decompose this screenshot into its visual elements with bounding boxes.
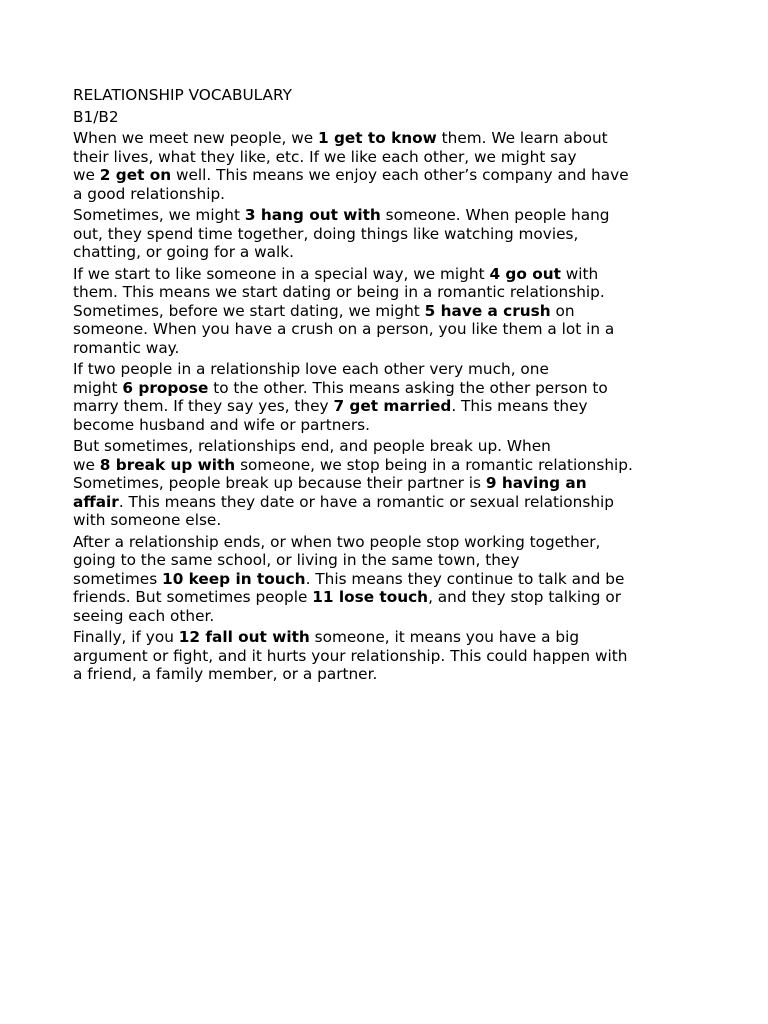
text-line — [73, 283, 688, 302]
text-line — [73, 588, 688, 607]
vocabulary-term: 4 go out — [489, 264, 561, 283]
body-text-run: someone, we stop being in a romantic relationship. — [235, 455, 633, 474]
paragraph — [73, 129, 688, 203]
text-line — [73, 456, 688, 475]
text-line — [73, 628, 688, 647]
vocabulary-term: 6 propose — [122, 378, 209, 397]
body-text-run: After a relationship ends, or when two people stop working together, — [73, 532, 601, 551]
vocabulary-term: 7 get married — [333, 397, 452, 415]
text-line — [73, 416, 688, 435]
vocabulary-term: 11 lose touch — [312, 588, 429, 606]
body-text-run: If two people in a relationship love each other very much, one — [73, 360, 549, 378]
text-line — [73, 511, 688, 530]
text-line — [73, 397, 688, 416]
body-text-run: become husband and wife or partners. — [73, 415, 370, 434]
document-body — [73, 129, 688, 684]
vocabulary-term: 3 hang out with — [244, 206, 381, 224]
body-text-run: out, they spend time together, doing things like watching movies, — [73, 224, 579, 243]
body-text-run: someone, it means you have a big — [309, 628, 580, 646]
document-title: RELATIONSHIP VOCABULARY — [73, 86, 292, 104]
paragraph — [73, 628, 688, 684]
text-line — [73, 551, 688, 570]
text-line — [73, 243, 688, 262]
paragraph — [73, 265, 688, 358]
vocabulary-term: 2 get on — [99, 166, 172, 184]
text-line — [73, 265, 688, 284]
level-label: B1/B2 — [73, 107, 119, 126]
body-text-run: seeing each other. — [73, 606, 215, 625]
text-line — [73, 474, 688, 493]
body-text-run: , and they stop talking or — [428, 588, 622, 606]
text-line — [73, 533, 688, 552]
body-text-run: their lives, what they like, etc. If we like each other, we might say — [73, 147, 577, 166]
body-text-run: someone. When you have a crush on a person, you like them a lot in a — [73, 320, 615, 338]
body-text-run: going to the same school, or living in the same town, they — [73, 551, 520, 569]
text-line — [73, 339, 688, 358]
text-line — [73, 665, 688, 684]
text-line — [73, 647, 688, 666]
body-text-run: a good relationship. — [73, 184, 226, 203]
body-text-run: If we start to like someone in a special way, we might — [73, 264, 490, 283]
text-line — [73, 302, 688, 321]
text-line — [73, 320, 688, 339]
body-text-run: argument or fight, and it hurts your relationship. This could happen with — [73, 646, 628, 665]
vocabulary-term: 5 have a crush — [424, 301, 551, 320]
vocabulary-term: 8 break up with — [99, 455, 236, 474]
text-line — [73, 437, 688, 456]
paragraph — [73, 437, 688, 530]
text-line — [73, 185, 688, 204]
body-text-run: Finally, if you — [73, 628, 179, 646]
vocabulary-term: 9 having an — [485, 474, 587, 492]
body-text-run: Sometimes, people break up because their partner is — [73, 474, 486, 492]
text-line — [73, 570, 688, 589]
body-text-run: on — [550, 301, 575, 320]
text-line — [73, 379, 688, 398]
text-line — [73, 206, 688, 225]
body-text-run: sometimes — [73, 569, 163, 588]
body-text-run: When we meet new people, we — [73, 129, 318, 147]
vocabulary-term: affair — [73, 492, 119, 511]
body-text-run: might — [73, 378, 123, 397]
body-text-run: to the other. This means asking the other person to — [208, 378, 608, 397]
body-text-run: with — [560, 264, 599, 283]
body-text-run: them. We learn about — [436, 129, 608, 147]
text-line — [73, 607, 688, 626]
body-text-run: But sometimes, relationships end, and people break up. When — [73, 437, 551, 455]
vocabulary-term: 12 fall out with — [178, 628, 310, 646]
body-text-run: someone. When people hang — [380, 206, 610, 224]
body-text-run: Sometimes, we might — [73, 206, 245, 224]
body-text-run: well. This means we enjoy each other’s company and have — [171, 166, 629, 184]
body-text-run: . This means they date or have a romantic or sexual relationship — [118, 492, 614, 511]
body-text-run: chatting, or going for a walk. — [73, 243, 294, 261]
paragraph — [73, 360, 688, 434]
body-text-run: romantic way. — [73, 338, 180, 357]
body-text-run: we — [73, 166, 100, 184]
vocabulary-term: 10 keep in touch — [162, 569, 306, 588]
body-text-run: Sometimes, before we start dating, we might — [73, 301, 425, 320]
text-line — [73, 360, 688, 379]
body-text-run: a friend, a family member, or a partner. — [73, 665, 378, 683]
body-text-run: we — [73, 455, 100, 474]
text-line — [73, 129, 688, 148]
body-text-run: them. This means we start dating or being in a romantic relationship. — [73, 283, 605, 301]
text-line — [73, 493, 688, 512]
text-line — [73, 148, 688, 167]
paragraph — [73, 533, 688, 626]
body-text-run: with someone else. — [73, 511, 222, 529]
vocabulary-term: 1 get to know — [318, 129, 437, 147]
body-text-run: marry them. If they say yes, they — [73, 397, 334, 415]
body-text-run: . This means they — [451, 397, 588, 415]
text-line — [73, 225, 688, 244]
paragraph — [73, 206, 688, 262]
text-line — [73, 166, 688, 185]
document-page — [73, 86, 688, 687]
body-text-run: friends. But sometimes people — [73, 588, 313, 606]
body-text-run: . This means they continue to talk and be — [305, 569, 625, 588]
